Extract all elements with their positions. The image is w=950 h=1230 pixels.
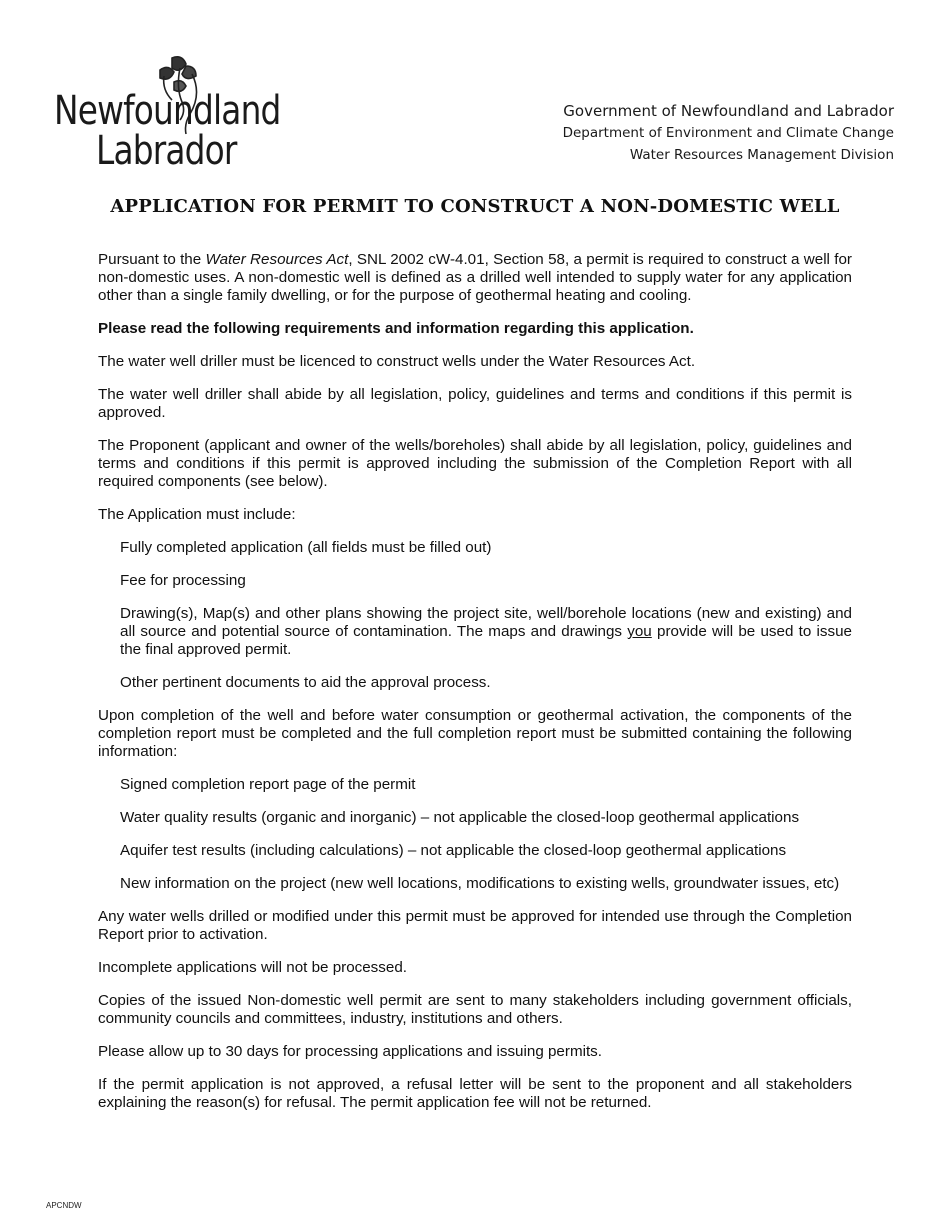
processing-paragraph: Please allow up to 30 days for processing applications and issuing permits.: [98, 1043, 602, 1060]
licence-paragraph: The water well driller must be licenced to construct wells under the Water Resources Act.: [98, 353, 696, 370]
intro-paragraph: [98, 251, 852, 305]
list-item: Signed completion report page of the permit: [120, 776, 416, 793]
division-name: Water Resources Management Division: [629, 147, 894, 163]
proponent-abide-paragraph: The Proponent (applicant and owner of the wells/boreholes) shall abide by all legislation, policy, guidelines and terms and conditions if this permit is approved including the submission of the Completion Report with all required components (see below).: [98, 437, 852, 490]
list-item-text: Drawing(s), Map(s) and other plans showing the project site, well/borehole locations (new and existing) and all source and potential source of contamination. The maps and drawings: [120, 605, 852, 640]
must-include-heading: The Application must include:: [98, 506, 296, 523]
government-header: [563, 100, 894, 166]
list-item: New information on the project (new well locations, modifications to existing wells, groundwater issues, etc): [120, 875, 840, 892]
list-item: Other pertinent documents to aid the approval process.: [120, 674, 491, 691]
list-item: Fully completed application (all fields must be filled out): [120, 539, 492, 556]
list-item: Aquifer test results (including calculations) – not applicable the closed-loop geothermal applications: [120, 842, 787, 859]
copies-paragraph: Copies of the issued Non-domestic well permit are sent to many stakeholders including government officials, community councils and committees, industry, institutions and others.: [98, 992, 852, 1027]
government-logo: [52, 52, 292, 174]
page-title: APPLICATION FOR PERMIT TO CONSTRUCT A NON-DOMESTIC WELL: [110, 196, 840, 217]
emphasis-you: you: [627, 623, 652, 640]
government-name: Government of Newfoundland and Labrador: [563, 102, 894, 120]
list-item: [120, 605, 852, 659]
logo-text-newfoundland: Newfoundland: [54, 88, 281, 134]
intro-suffix: , SNL 2002 cW-4.01, Section 58, a permit is required to construct a well for non-domestic uses. A non-domestic well is defined as a drilled well intended to supply water for any application other than a single family dwelling, or for the purpose of geothermal heating and cooling.: [98, 251, 852, 304]
list-item: Fee for processing: [120, 572, 246, 589]
incomplete-paragraph: Incomplete applications will not be processed.: [98, 959, 407, 976]
completion-intro: Upon completion of the well and before water consumption or geothermal activation, the components of the completion report must be completed and the full completion report must be submitted containing the following information:: [98, 707, 852, 760]
intro-prefix: Pursuant to the: [98, 251, 206, 268]
document-body: [98, 251, 852, 1127]
list-item-text: provide will be used to issue the final approved permit.: [120, 623, 852, 658]
department-name: Department of Environment and Climate Change: [562, 125, 894, 141]
logo-text-labrador: Labrador: [96, 128, 237, 174]
read-notice: Please read the following requirements and information regarding this application.: [98, 320, 694, 337]
driller-abide-paragraph: The water well driller shall abide by all legislation, policy, guidelines and terms and conditions if this permit is approved.: [98, 386, 852, 421]
act-name: Water Resources Act: [205, 251, 349, 268]
approved-use-paragraph: Any water wells drilled or modified under this permit must be approved for intended use through the Completion Report prior to activation.: [98, 908, 852, 943]
refusal-paragraph: If the permit application is not approved, a refusal letter will be sent to the proponent and all stakeholders explaining the reason(s) for refusal. The permit application fee will not be returned.: [98, 1076, 852, 1111]
list-item: Water quality results (organic and inorganic) – not applicable the closed-loop geothermal applications: [120, 809, 800, 826]
form-code: APCNDW: [46, 1201, 82, 1210]
